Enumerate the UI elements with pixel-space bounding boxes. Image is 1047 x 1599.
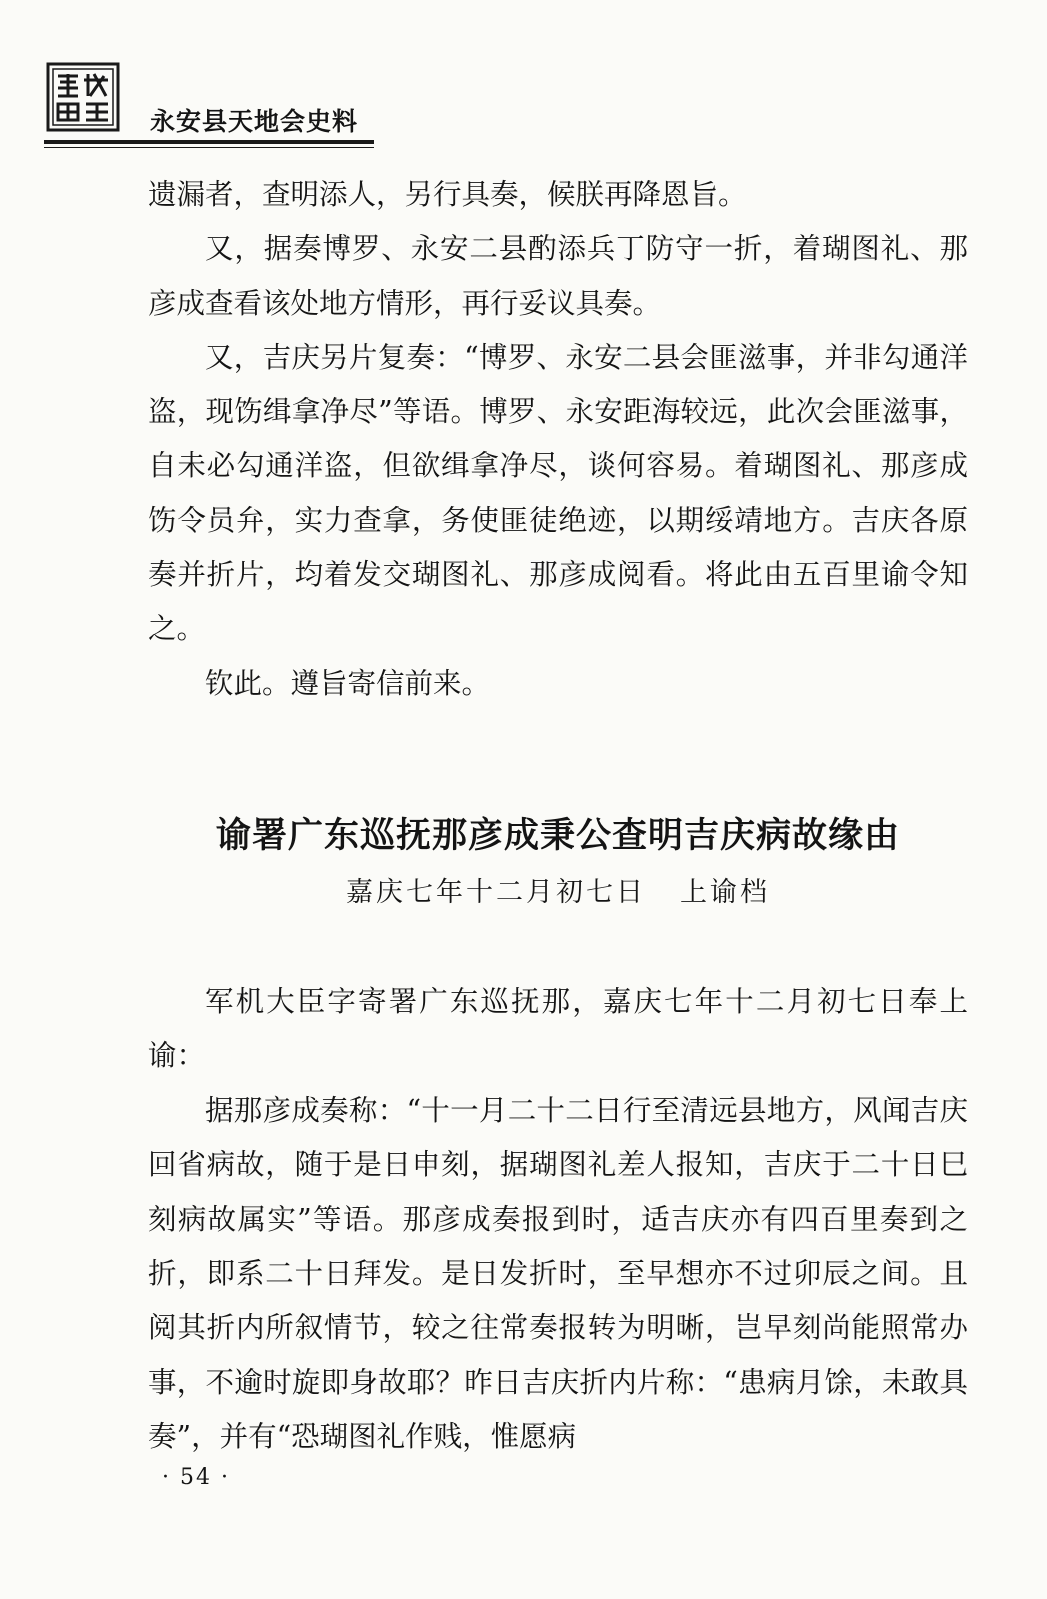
paragraph: 据那彦成奏称：“十一月二十二日行至清远县地方，风闻吉庆回省病故，随于是日申刻，据瑚图礼差人报知，吉庆于二十日巳刻病故属实”等语。那彦成奏报到时，适吉庆亦有四百里奏到之折，即系二十日拜发。是日发折时，至早想亦不过卯辰之间。且阅其折内所叙情节，较之往常奏报转为明晰，岂早刻尚能照常办事，不逾时旋即身故耶？昨日吉庆折内片称：“患病月馀，未敢具奏”，并有“恐瑚图礼作贱，惟愿病 xyxy=(148,1093,968,1454)
seal-logo-icon xyxy=(46,62,120,132)
body-text-section xyxy=(148,975,968,1465)
section-title: 谕署广东巡抚那彦成秉公查明吉庆病故缘由 xyxy=(215,816,900,856)
paragraph: 又，吉庆另片复奏：“博罗、永安二县会匪滋事，并非勾通洋盗，现饬缉拿净尽”等语。博罗、永安距海较远，此次会匪滋事，自未必勾通洋盗，但欲缉拿净尽，谈何容易。着瑚图礼、那彦成饬令员弁，实力查拿，务使匪徒绝迹，以期绥靖地方。吉庆各原奏并折片，均着发交瑚图礼、那彦成阅看。将此由五百里谕令知之。 xyxy=(148,340,968,646)
page-number: · 54 · xyxy=(162,1465,230,1490)
paragraph: 钦此。遵旨寄信前来。 xyxy=(205,666,491,700)
running-head: 永安县天地会史料 xyxy=(150,107,359,136)
section-source: 上谕档 xyxy=(680,877,770,908)
paragraph: 军机大臣字寄署广东巡抚那，嘉庆七年十二月初七日奉上谕： xyxy=(148,985,968,1073)
page-header xyxy=(44,58,374,148)
section-date: 嘉庆七年十二月初七日 xyxy=(346,877,646,908)
section-meta xyxy=(148,870,968,909)
paragraph: 又，据奏博罗、永安二县酌添兵丁防守一折，着瑚图礼、那彦成查看该处地方情形，再行妥议具奏。 xyxy=(148,232,968,320)
paragraph: 遗漏者，查明添人，另行具奏，候朕再降恩旨。 xyxy=(148,178,747,211)
body-text-top xyxy=(148,168,968,711)
header-rule xyxy=(44,140,374,144)
